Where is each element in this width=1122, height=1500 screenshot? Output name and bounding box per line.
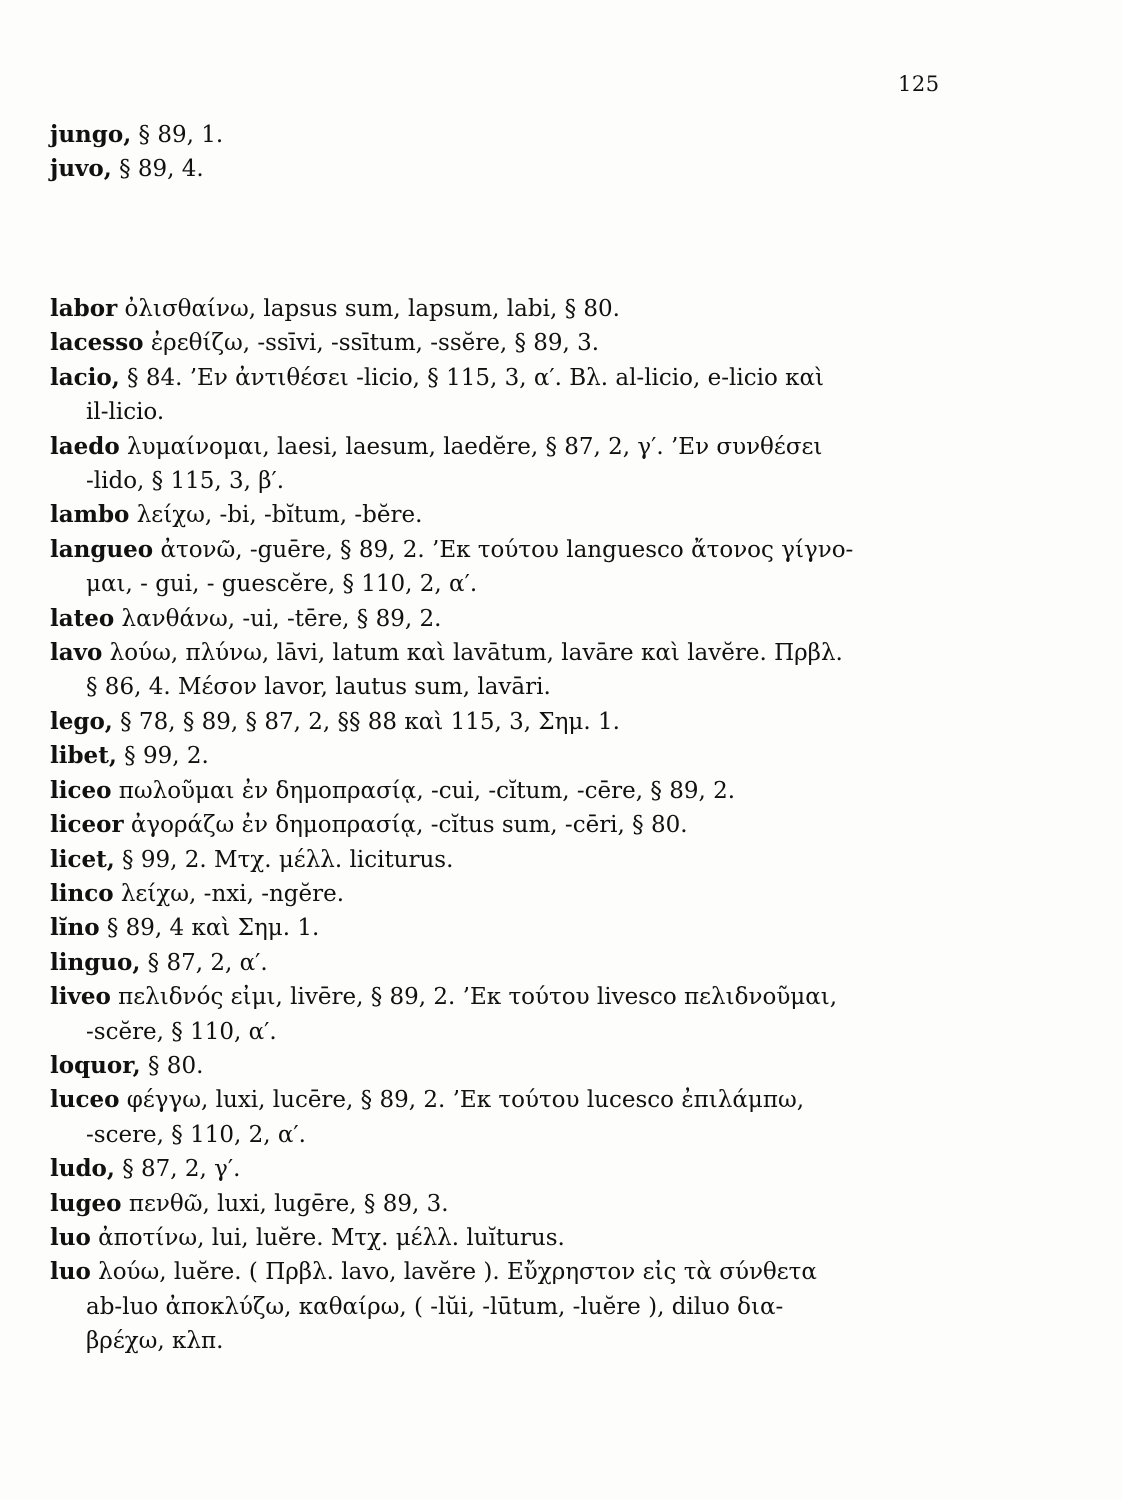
entry-definition: ἀτονῶ, -guēre, § 89, 2. ’Εκ τούτου languesco ἄτονος γίγνο- (153, 536, 854, 563)
dictionary-entry (50, 877, 940, 911)
entry-definition: § 80. (140, 1052, 204, 1079)
entry-definition: ὀλισθαίνω, lapsus sum, lapsum, labi, § 80. (117, 296, 620, 322)
entry-definition: πενθῶ, luxi, lugēre, § 89, 3. (121, 1190, 449, 1217)
entry-headword: lacesso (50, 329, 144, 357)
entry-definition: ἐρεθίζω, -ssīvi, -ssītum, -ssĕre, § 89, 3. (143, 330, 600, 357)
entry-headword: juvo, (50, 155, 112, 183)
entry-definition: § 89, 4. (111, 156, 204, 183)
dictionary-entry (50, 774, 940, 808)
entry-headword: liceor (50, 811, 124, 839)
entry-definition: § 84. ’Εν ἀντιθέσει -licio, § 115, 3, α′. Βλ. al-licio, e-licio καὶ (119, 364, 825, 391)
entry-line (50, 946, 940, 980)
entry-definition: § 99, 2. (116, 743, 209, 770)
entry-definition: λείχω, -nxi, -ngĕre. (113, 880, 345, 907)
entry-headword: lavo (50, 639, 103, 667)
entry-line (50, 498, 940, 532)
dictionary-entry (50, 843, 940, 877)
entry-definition: λανθάνω, -ui, -tēre, § 89, 2. (114, 605, 442, 632)
entry-definition: ἀποτίνω, lui, luĕre. Μτχ. μέλλ. luĭturus. (90, 1224, 565, 1251)
entry-line (50, 980, 940, 1014)
entry-definition: § 87, 2, γ′. (114, 1156, 241, 1183)
dictionary-entry (50, 1255, 940, 1358)
entry-definition: § 87, 2, α′. (140, 949, 268, 976)
entry-line (50, 1255, 940, 1289)
entry-line (50, 533, 940, 567)
entry-line (50, 774, 940, 808)
dictionary-entry (50, 1152, 940, 1186)
entry-line (50, 877, 940, 911)
entry-headword: loquor, (50, 1051, 141, 1079)
entry-definition: λείχω, -bi, -bĭtum, -bĕre. (129, 502, 423, 529)
entry-line (50, 705, 940, 739)
entry-line (50, 152, 940, 186)
entry-line (50, 430, 940, 464)
entry-headword: laedo (50, 432, 120, 460)
dictionary-entry (50, 705, 940, 739)
entry-line (50, 1221, 940, 1255)
entry-headword: luo (50, 1223, 91, 1251)
page-number: 125 (898, 72, 940, 96)
dictionary-entry (50, 739, 940, 773)
entry-line: μαι, - gui, - guescĕre, § 110, 2, α′. (86, 571, 478, 598)
entry-headword: labor (50, 295, 118, 322)
dictionary-entry (50, 1187, 940, 1221)
entry-headword: jungo, (50, 121, 132, 148)
entry-definition: φέγγω, luxi, lucēre, § 89, 2. ’Εκ τούτου lucesco ἐπιλάμπω, (119, 1087, 805, 1114)
dictionary-entry (50, 152, 940, 186)
dictionary-entry (50, 946, 940, 980)
entry-headword: lego, (50, 707, 113, 735)
entry-definition: § 78, § 89, § 87, 2, §§ 88 καὶ 115, 3, Σημ. 1. (112, 708, 620, 735)
entry-headword: liceo (50, 776, 112, 804)
entry-line (50, 1152, 940, 1186)
dictionary-entry (50, 361, 940, 430)
entry-headword: luo (50, 1258, 91, 1286)
entry-line (50, 292, 940, 326)
entry-headword: lĭno (50, 914, 100, 942)
entry-headword: lateo (50, 604, 115, 632)
entry-definition: λούω, luĕre. ( Πρβλ. lavo, lavĕre ). Εὔχρηστον εἰς τὰ σύνθετα (90, 1259, 817, 1286)
entry-line (50, 636, 940, 670)
entry-line: § 86, 4. Μέσον lavor, lautus sum, lavāri. (86, 674, 551, 701)
entry-headword: linco (50, 879, 114, 907)
entry-definition: λούω, πλύνω, lāvi, latum καὶ lavātum, lavāre καὶ lavĕre. Πρβλ. (102, 640, 843, 667)
entry-definition: § 89, 4 καὶ Σημ. 1. (99, 915, 320, 942)
dictionary-entry (50, 808, 940, 842)
entry-definition: § 99, 2. Μτχ. μέλλ. liciturus. (114, 846, 454, 873)
dictionary-entry (50, 326, 940, 360)
dictionary-entry (50, 636, 940, 705)
entry-headword: liveo (50, 983, 111, 1011)
entry-headword: licet, (50, 845, 115, 873)
entry-line (50, 843, 940, 877)
entry-list (50, 292, 940, 1359)
entry-line (50, 361, 940, 395)
entry-headword: luceo (50, 1086, 120, 1114)
entry-headword: linguo, (50, 948, 141, 976)
entry-line: -lido, § 115, 3, β′. (86, 468, 285, 495)
dictionary-entry (50, 980, 940, 1049)
entry-headword: langueo (50, 535, 154, 563)
entry-line (50, 1187, 940, 1221)
entry-line (50, 118, 940, 152)
entry-line (50, 739, 940, 773)
dictionary-entry (50, 1083, 940, 1152)
entry-line (50, 911, 940, 945)
dictionary-entry (50, 498, 940, 532)
entry-line: il-licio. (86, 399, 165, 426)
entry-line: -scere, § 110, 2, α′. (86, 1121, 306, 1148)
dictionary-entry (50, 602, 940, 636)
entry-line: ab-luo ἀποκλύζω, καθαίρω, ( -lŭi, -lūtum, -luĕre ), diluo δια- (86, 1293, 784, 1320)
entry-line (50, 602, 940, 636)
dictionary-entry (50, 1221, 940, 1255)
entry-headword: ludo, (50, 1155, 115, 1183)
entry-headword: lugeo (50, 1189, 122, 1217)
entry-line: βρέχω, κλπ. (86, 1328, 224, 1355)
entry-line: -scĕre, § 110, α′. (86, 1018, 277, 1045)
dictionary-entry (50, 292, 940, 326)
entry-headword: lambo (50, 501, 130, 529)
entry-line (50, 808, 940, 842)
entry-line (50, 326, 940, 360)
entry-headword: libet, (50, 742, 117, 770)
dictionary-entry (50, 118, 940, 152)
entry-line (50, 1049, 940, 1083)
dictionary-entry (50, 430, 940, 499)
dictionary-entry (50, 1049, 940, 1083)
entry-headword: lacio, (50, 363, 120, 391)
dictionary-entry (50, 533, 940, 602)
entry-definition: πωλοῦμαι ἐν δημοπρασίᾳ, -cui, -cĭtum, -cēre, § 89, 2. (111, 777, 736, 804)
entry-definition: πελιδνός εἰμι, livēre, § 89, 2. ’Εκ τούτου livesco πελιδνοῦμαι, (110, 984, 838, 1011)
dictionary-entry (50, 911, 940, 945)
entry-definition: λυμαίνομαι, laesi, laesum, laedĕre, § 87, 2, γ′. ’Εν συνθέσει (119, 433, 823, 460)
top-entry-list (50, 118, 940, 187)
entry-line (50, 1083, 940, 1117)
entry-definition: ἀγοράζω ἐν δημοπρασίᾳ, -cĭtus sum, -cēri, § 80. (123, 812, 688, 839)
entry-definition: § 89, 1. (131, 122, 224, 148)
